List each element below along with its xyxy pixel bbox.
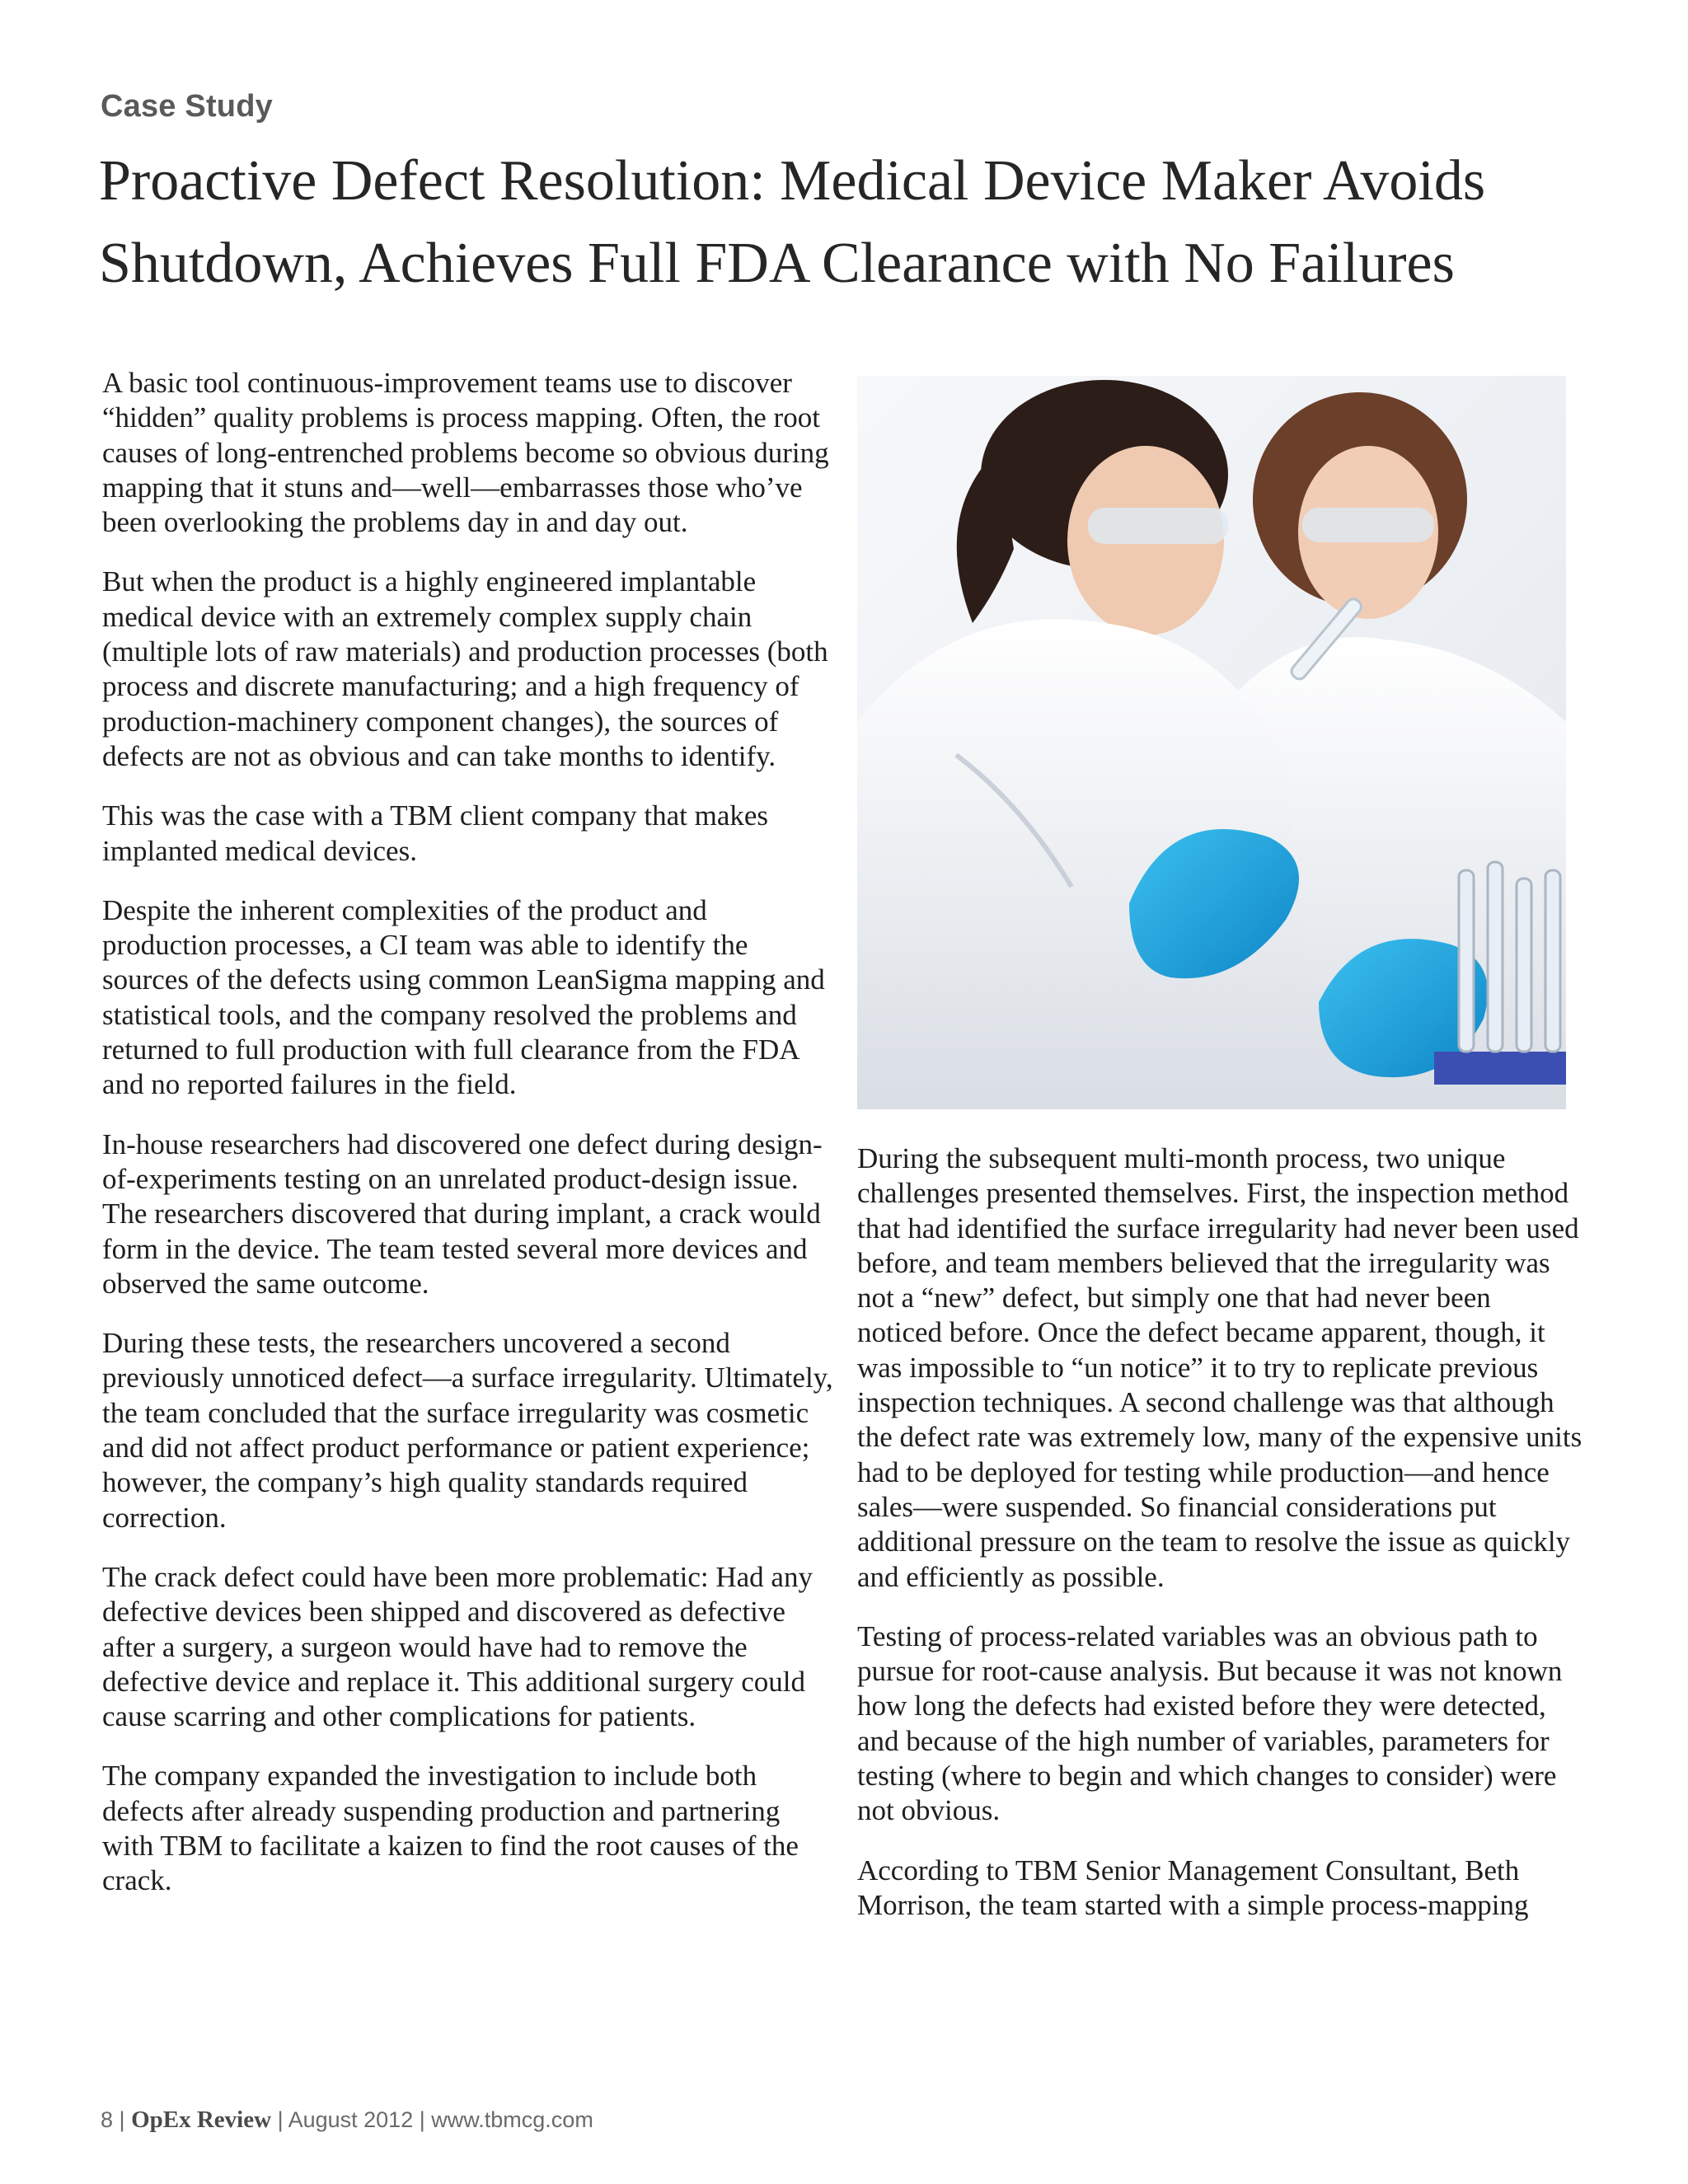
paragraph: According to TBM Senior Management Consultant, Beth Morrison, the team started with a simple process-mapping (857, 1854, 1529, 1921)
publication-name: OpEx Review (131, 2107, 272, 2133)
paragraph: This was the case with a TBM client company that makes implanted medical devices. (102, 799, 769, 867)
paragraph: The company expanded the investigation to include both defects after already suspending production and partnering with TBM to facilitate a kaizen to find the root causes of the crack. (102, 1760, 799, 1897)
issue-date: August 2012 (288, 2107, 414, 2132)
left-column (102, 366, 834, 1924)
paragraph: In-house researchers had discovered one defect during design-of-experiments testing on an unrelated product-design issue. The researchers discovered that during implant, a crack would form in the device. The team tested several more devices and observed the same outcome. (102, 1127, 823, 1300)
article-title: Proactive Defect Resolution: Medical Device Maker Avoids Shutdown, Achieves Full FDA Clearance with No Failures (99, 149, 1486, 295)
lab-researchers-photo (857, 376, 1566, 1109)
page-number: 8 (101, 2107, 114, 2132)
section-kicker: Case Study (101, 89, 273, 124)
right-column (857, 1141, 1582, 1947)
website-url: www.tbmcg.com (431, 2107, 593, 2132)
paragraph: But when the product is a highly engineered implantable medical device with an extremely complex supply chain (multiple lots of raw materials) and production processes (both process and discrete manufacturing; and a high frequency of production-machinery component changes), the sources of defects are not as obvious and can take months to identify. (102, 565, 828, 772)
lab-photo-illustration (857, 376, 1566, 1109)
paragraph: A basic tool continuous-improvement teams use to discover “hidden” quality problems is process mapping. Often, the root causes of long-entrenched problems become so obvious during mapping that it stuns and—well—embarrasses those who’ve been overlooking the problems day in and day out. (102, 367, 829, 539)
paragraph: During the subsequent multi-month process, two unique challenges presented themselves. First, the inspection method that had identified the surface irregularity had never been used before, and team members believed that the irregularity was not a “new” defect, but simply one that had never been noticed before. Once the defect became apparent, though, it was impossible to “un notice” it to try to replicate previous inspection techniques. A second challenge was that although the defect rate was extremely low, many of the expensive units had to be deployed for testing while production—and hence sales—were suspended. So financial considerations put additional pressure on the team to resolve the issue as quickly and efficiently as possible. (857, 1142, 1582, 1593)
paragraph: During these tests, the researchers uncovered a second previously unnoticed defect—a surface irregularity. Ultimately, the team concluded that the surface irregularity was cosmetic and did not affect product performance or patient experience; however, the company’s high quality standards required correction. (102, 1327, 833, 1534)
paragraph: Despite the inherent complexities of the product and production processes, a CI team was able to identify the sources of the defects using common LeanSigma mapping and statistical tools, and the company resolved the problems and returned to full production with full clearance from the FDA and no reported failures in the field. (102, 893, 825, 1101)
page-footer (101, 2107, 593, 2134)
footer-separator: | (277, 2107, 284, 2132)
footer-separator: | (119, 2107, 125, 2132)
footer-separator: | (419, 2107, 425, 2132)
paragraph: Testing of process-related variables was an obvious path to pursue for root-cause analysis. But because it was not known how long the defects had existed before they were detected, and because of the high number of variables, parameters for testing (where to begin and which changes to consider) were not obvious. (857, 1619, 1563, 1827)
paragraph: The crack defect could have been more problematic: Had any defective devices been shipped and discovered as defective after a surgery, a surgeon would have had to remove the defective device and replace it. This additional surgery could cause scarring and other complications for patients. (102, 1560, 813, 1733)
